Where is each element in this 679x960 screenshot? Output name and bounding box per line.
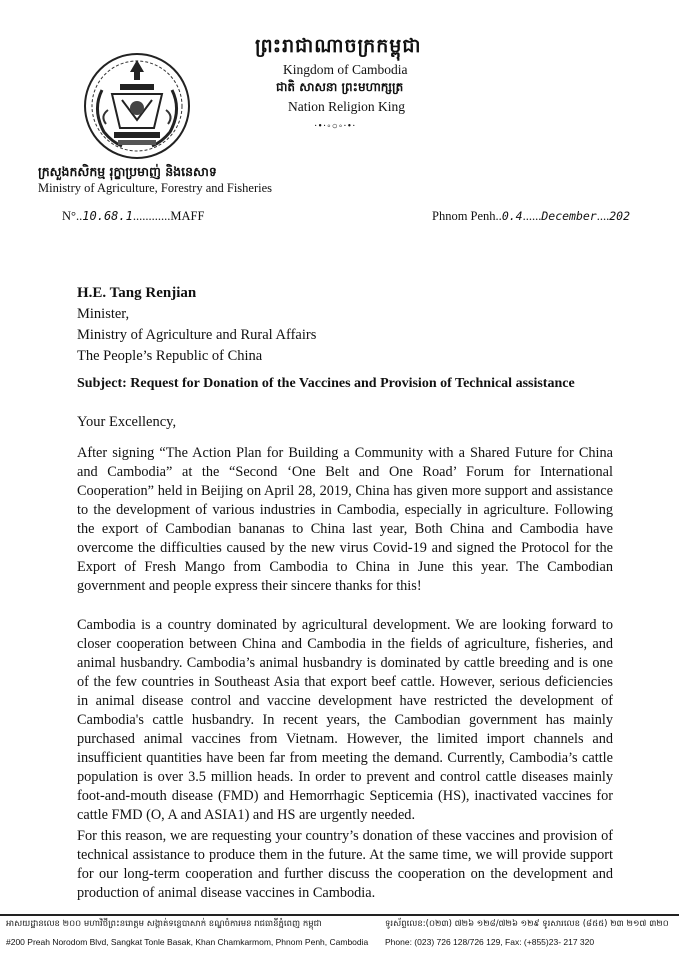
motto: Nation Religion King [288,99,405,114]
subject-line: Subject: Request for Donation of the Vaccines and Provision of Technical assistance [77,376,575,391]
addressee-block [77,283,316,367]
reference-number [62,209,204,224]
addressee-ministry: Ministry of Agriculture and Rural Affairs [77,327,317,343]
salutation: Your Excellency, [77,414,177,430]
reference-dots: ............ [132,209,171,223]
footer-phone: Phone: (023) 726 128/726 129, Fax: (+855)23- 217 320 [385,937,595,947]
date-month: December [541,209,597,223]
body-paragraph: For this reason, we are requesting your country’s donation of these vaccines and provision of technical assistance to produce them in the future. At the same time, we will provide support for our long-term cooperation and further discuss the cooperation on the development and production of animal disease vaccines in Cambodia. [77,828,613,901]
ministry-khmer-name: ក្រសួងកសិកម្ម រុក្ខាប្រមាញ់ និងនេសាទ [38,164,217,179]
reference-handwritten-number: 10.68.1 [82,209,133,223]
addressee-title: Minister, [77,306,130,322]
kingdom-title: Kingdom of Cambodia [283,62,408,77]
ornament-divider: ·•·◦○◦·•· [314,121,357,132]
date-dots: .... [596,209,610,223]
reference-prefix: N°.. [62,209,83,223]
footer-phone-khmer: ទូរស័ព្ទលេខ:(០២៣) ៧២៦ ១២៨/៧២៦ ១២៩ ទូរសារលេខ (៨៥៥) ២៣ ២១៧ ៣២០ [385,919,669,929]
date-dots: ...... [522,209,542,223]
footer-address-khmer: អាសយដ្ឋានលេខ ២០០ មហាវិថីព្រះនរោត្តម សង្កាត់ទន្លេបាសាក់ ខណ្ឌចំការមន រាជធានីភ្នំពេញ កម្ពុជា [6,919,322,929]
addressee-name: H.E. Tang Renjian [77,285,197,301]
footer-address: #200 Preah Norodom Blvd, Sangkat Tonle Basak, Khan Chamkarmom, Phnom Penh, Cambodia [6,937,369,947]
footer-divider [0,914,679,916]
coat-of-arms-emblem [82,50,192,162]
body-paragraph: After signing “The Action Plan for Building a Community with a Shared Future for China and Cambodia” at the “Second ‘One Belt and One Road’ Forum for International Cooperation” held in Beijing on April 28, 2019, China has given more support and assistance to the development of various industries in Cambodia, especially in agriculture. Following the export of Cambodian bananas to China last year, Both China and Cambodia have overcome the difficulties caused by the new virus Covid-19 and signed the Protocol for the Export of Fresh Mango from Cambodia to China in June this year. The Cambodian government and people express their sincere thanks for this! [77,445,613,594]
body-paragraph: Cambodia is a country dominated by agricultural development. We are looking forward to closer cooperation between China and Cambodia in the fields of agriculture, fisheries, and animal husbandry. Cambodia’s animal husbandry is dominated by cattle breeding and is one of the few countries in Southeast Asia that export beef cattle. However, serious deficiencies in animal disease control and vaccine development have restricted the development of Cambodia's cattle husbandry. In recent years, the Cambodian government has mainly purchased animal vaccines from Vietnam. However, the limited import channels and insufficient quantities have been far from meeting the demand. Currently, Cambodia’s cattle population is over 3.5 million heads. In order to prevent and control cattle diseases mainly foot-and-mouth disease (FMD) and Hemorrhagic Septicemia (HS), inactivated vaccines for cattle FMD (O, A and ASIA1) and HS are urgently needed. [77,617,613,823]
addressee-country: The People’s Republic of China [77,348,263,364]
ministry-name: Ministry of Agriculture, Forestry and Fisheries [38,181,272,195]
reference-suffix: MAFF [170,209,205,223]
date-year: 202 [609,209,631,223]
place-city: Phnom Penh.. [432,209,502,223]
place-and-date [432,209,630,224]
motto-khmer: ជាតិ សាសនា ព្រះមហាក្សត្រ [276,80,404,94]
date-day: 0.4 [501,209,523,223]
kingdom-khmer-title: ព្រះរាជាណាចក្រកម្ពុជា [255,35,422,57]
